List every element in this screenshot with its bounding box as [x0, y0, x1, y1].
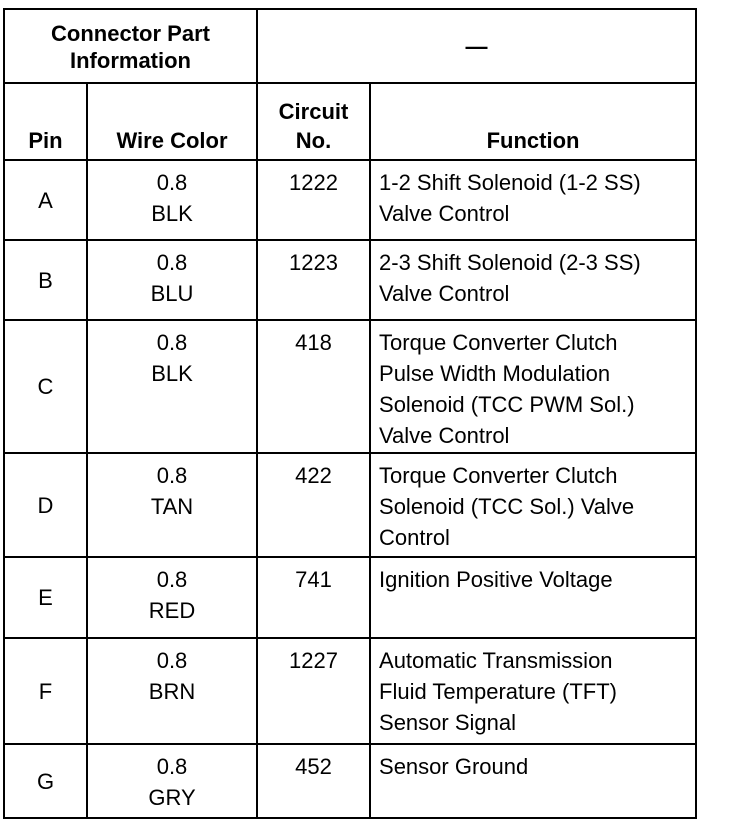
- wire-color: BLK: [151, 361, 193, 386]
- connector-part-information-line-2: Information: [70, 48, 191, 73]
- wire-color: GRY: [148, 785, 196, 810]
- function-line: Valve Control: [379, 423, 510, 448]
- circuit-number-cell: 1223: [257, 240, 370, 320]
- pin-cell: F: [4, 638, 87, 744]
- function-line: Torque Converter Clutch: [379, 330, 618, 355]
- wire-color-cell: [87, 453, 257, 557]
- function-line: Fluid Temperature (TFT): [379, 679, 617, 704]
- circuit-number-cell: 1222: [257, 160, 370, 240]
- connector-part-value: —: [257, 9, 696, 83]
- circuit-number-cell: 741: [257, 557, 370, 638]
- wire-gauge: 0.8: [156, 170, 188, 195]
- function-cell: [370, 320, 696, 453]
- wire-color-cell: [87, 557, 257, 638]
- wire-color-cell: [87, 240, 257, 320]
- connector-table: [3, 8, 697, 819]
- function-line: 2-3 Shift Solenoid (2-3 SS): [379, 250, 641, 275]
- function-line: Pulse Width Modulation: [379, 361, 611, 386]
- circuit-number-cell: 452: [257, 744, 370, 818]
- circuit-no-column-header: [257, 83, 370, 160]
- function-line: Valve Control: [379, 281, 510, 306]
- wire-color: TAN: [150, 494, 194, 519]
- wire-color-cell: [87, 744, 257, 818]
- wire-gauge: 0.8: [156, 463, 188, 488]
- function-line: Solenoid (TCC PWM Sol.): [379, 392, 635, 417]
- pin-column-header: Pin: [4, 83, 87, 160]
- pin-cell: E: [4, 557, 87, 638]
- table-row: [4, 453, 696, 557]
- function-line: Sensor Ground: [379, 754, 529, 779]
- pin-cell: G: [4, 744, 87, 818]
- circuit-number-cell: 418: [257, 320, 370, 453]
- table-row: [4, 744, 696, 818]
- wire-color: BLU: [150, 281, 194, 306]
- circuit-number-cell: 1227: [257, 638, 370, 744]
- function-line: 1-2 Shift Solenoid (1-2 SS): [379, 170, 641, 195]
- wire-color-cell: [87, 638, 257, 744]
- function-line: Ignition Positive Voltage: [379, 567, 613, 592]
- wire-gauge: 0.8: [156, 754, 188, 779]
- wire-color-column-header: Wire Color: [87, 83, 257, 160]
- function-line: Torque Converter Clutch: [379, 463, 618, 488]
- wire-gauge: 0.8: [156, 250, 188, 275]
- table-row: [4, 320, 696, 453]
- function-cell: [370, 557, 696, 638]
- function-line: Automatic Transmission: [379, 648, 613, 673]
- pin-cell: B: [4, 240, 87, 320]
- table-row: [4, 557, 696, 638]
- header-row-top: [4, 9, 696, 83]
- table-row: [4, 160, 696, 240]
- wire-gauge: 0.8: [156, 648, 188, 673]
- connector-part-information-line-1: Connector Part: [51, 21, 210, 46]
- connector-part-information-header: [4, 9, 257, 83]
- wire-gauge: 0.8: [156, 567, 188, 592]
- function-cell: [370, 160, 696, 240]
- circuit-number-cell: 422: [257, 453, 370, 557]
- function-cell: [370, 453, 696, 557]
- function-line: Valve Control: [379, 201, 510, 226]
- circuit-header-line-2: No.: [295, 128, 332, 153]
- function-cell: [370, 744, 696, 818]
- column-header-row: [4, 83, 696, 160]
- pin-cell: A: [4, 160, 87, 240]
- table-row: [4, 638, 696, 744]
- wire-color-cell: [87, 160, 257, 240]
- wire-color-cell: [87, 320, 257, 453]
- wire-gauge: 0.8: [156, 330, 188, 355]
- function-cell: [370, 638, 696, 744]
- wire-color: BRN: [148, 679, 196, 704]
- pin-cell: D: [4, 453, 87, 557]
- wire-color: RED: [148, 598, 196, 623]
- wire-color: BLK: [151, 201, 193, 226]
- table-row: [4, 240, 696, 320]
- function-cell: [370, 240, 696, 320]
- function-line: Sensor Signal: [379, 710, 516, 735]
- function-column-header: Function: [370, 83, 696, 160]
- circuit-header-line-1: Circuit: [278, 99, 349, 124]
- pin-cell: C: [4, 320, 87, 453]
- function-line: Control: [379, 525, 450, 550]
- function-line: Solenoid (TCC Sol.) Valve: [379, 494, 635, 519]
